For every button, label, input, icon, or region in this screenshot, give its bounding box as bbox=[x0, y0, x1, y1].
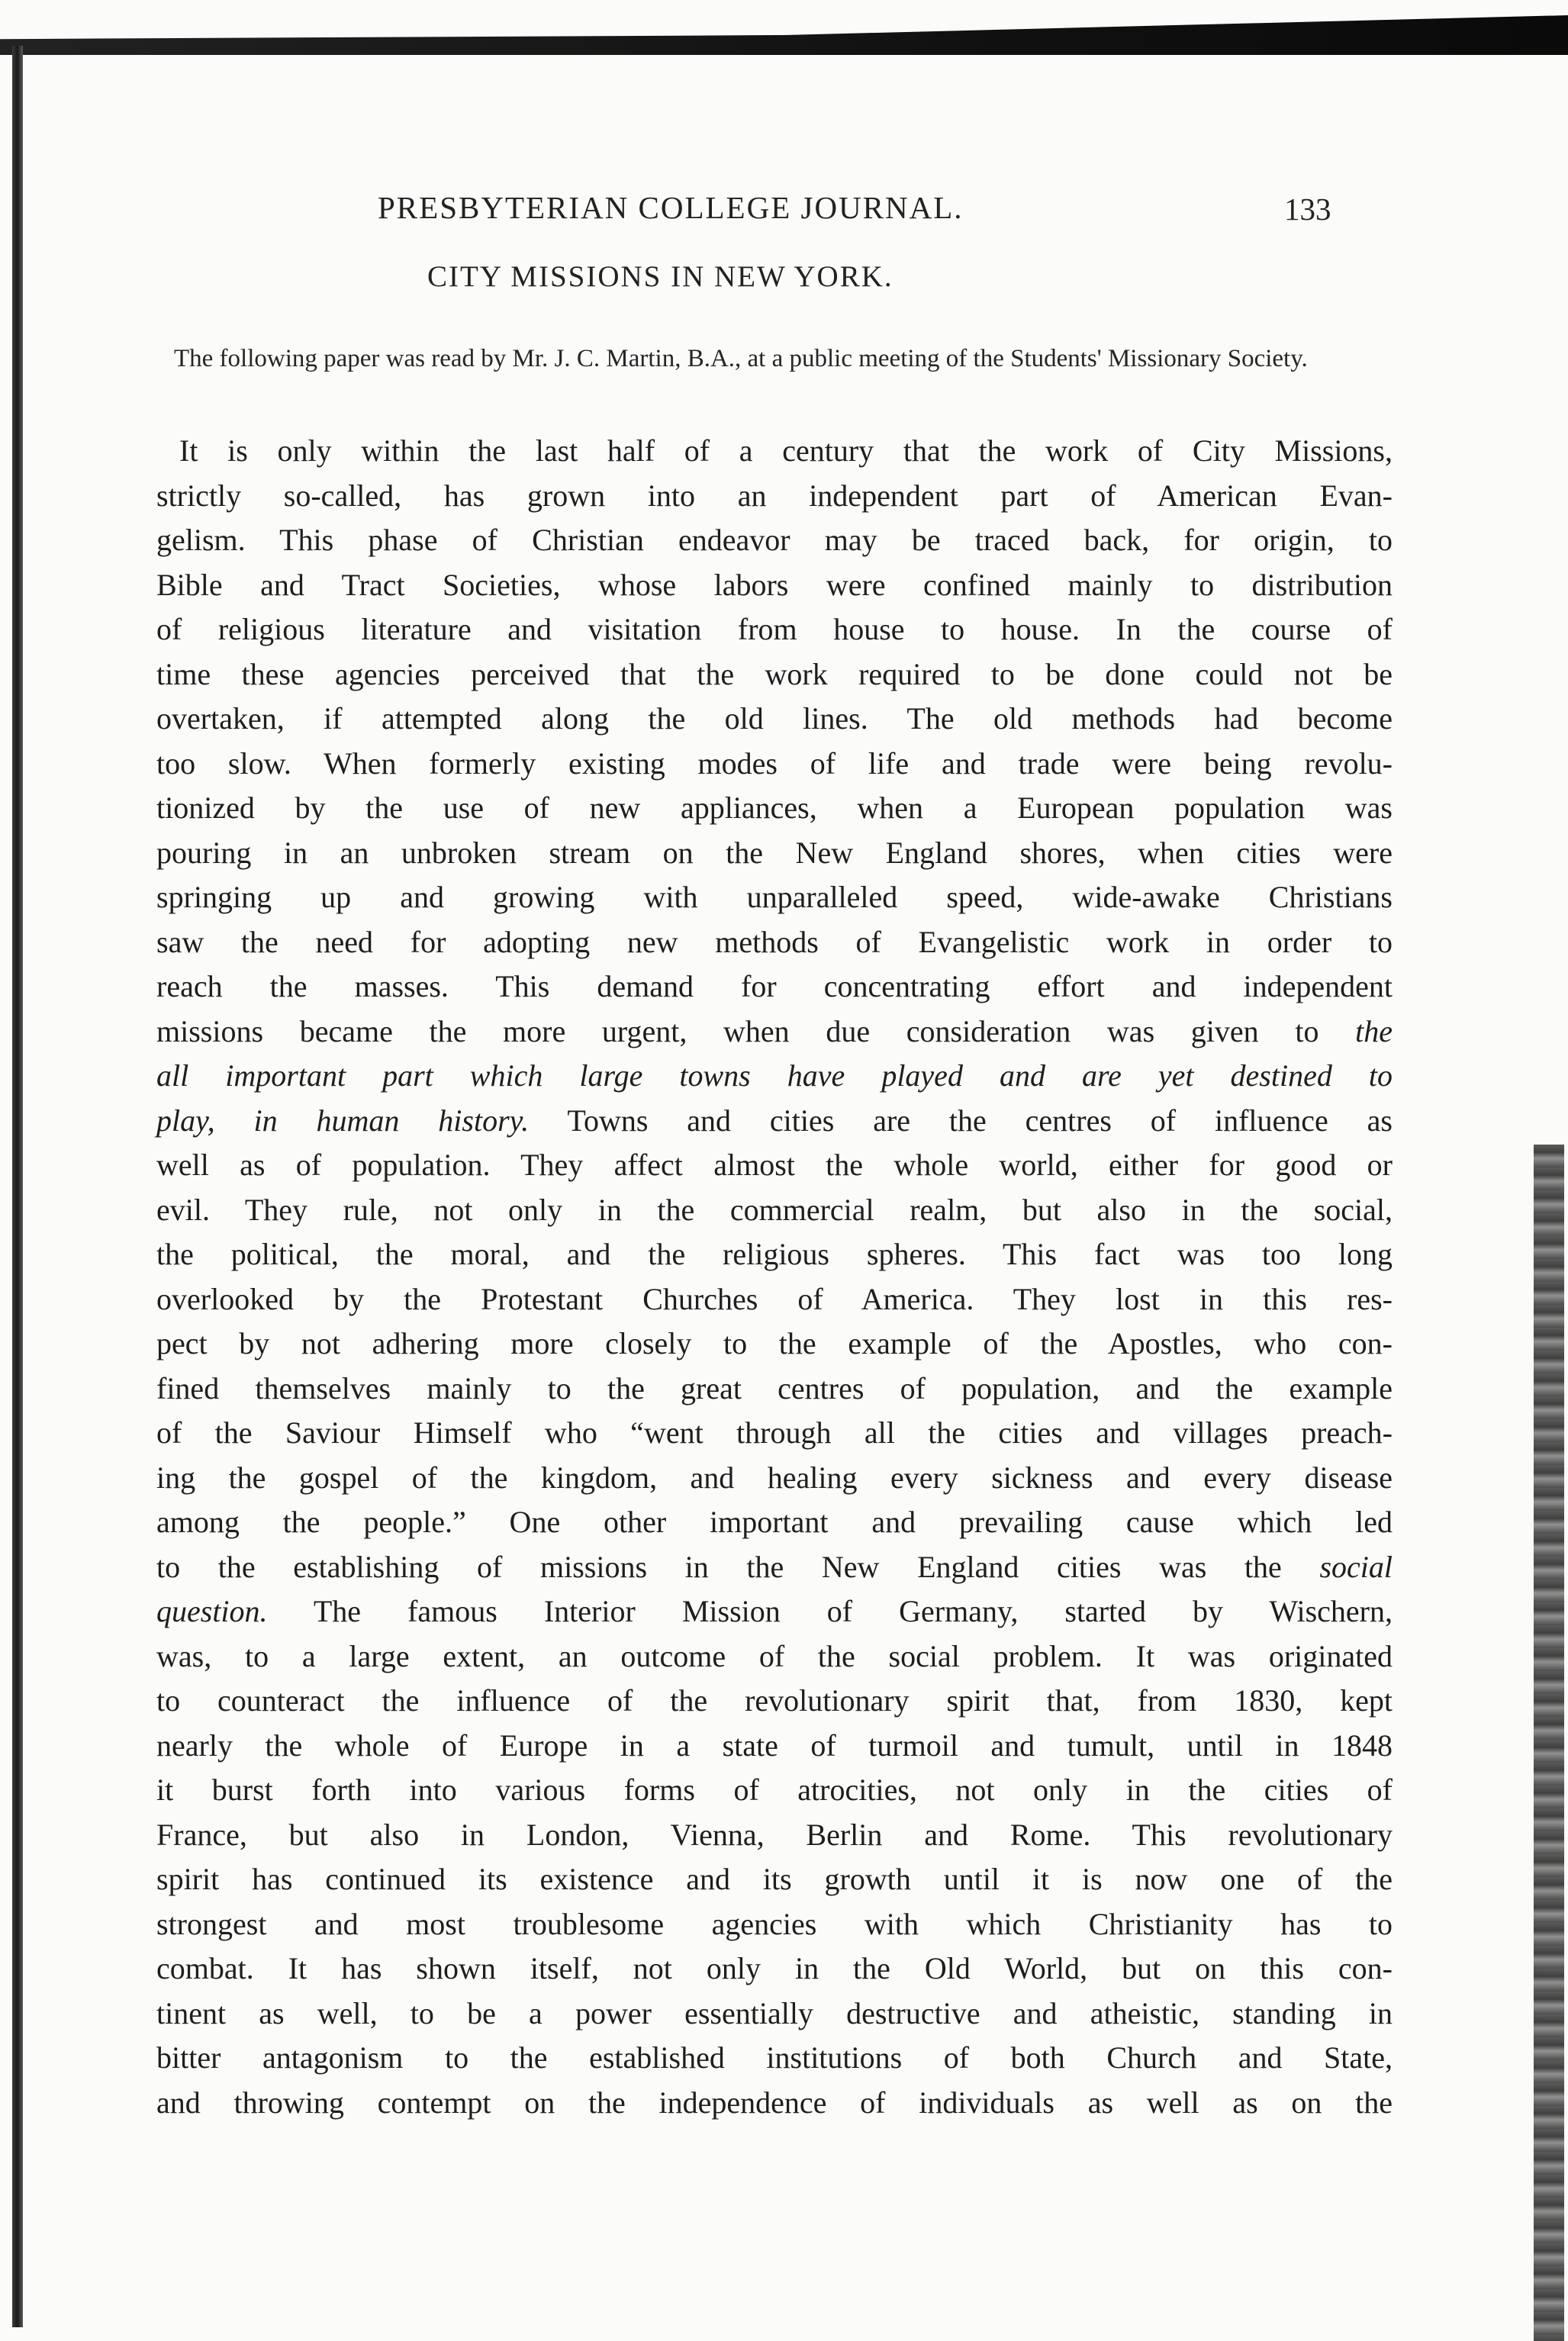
italic-fragment: social bbox=[1319, 1549, 1393, 1584]
page-number: 133 bbox=[1284, 192, 1331, 227]
body-line: It is only within the last half of a century that the work of City Missions, bbox=[179, 433, 1393, 468]
body-line: saw the need for adopting new methods of Evangelistic work in order to bbox=[156, 924, 1393, 959]
body-line-mixed bbox=[156, 1009, 1393, 1055]
body-line-text: The famous Interior Mission of Germany, started by Wischern, bbox=[267, 1594, 1393, 1628]
body-line: pect by not adhering more closely to the example of the Apostles, who con- bbox=[156, 1326, 1393, 1360]
running-head: PRESBYTERIAN COLLEGE JOURNAL. bbox=[378, 190, 964, 225]
body-line: bitter antagonism to the established institutions of both Church and State, bbox=[156, 2040, 1393, 2075]
body-line: the political, the moral, and the religious spheres. This fact was too long bbox=[156, 1237, 1393, 1271]
body-line: tinent as well, to be a power essentially destructive and atheistic, standing in bbox=[156, 1995, 1393, 2030]
body-line-mixed bbox=[156, 1545, 1393, 1590]
body-line: time these agencies perceived that the work required to be done could not be bbox=[156, 656, 1393, 691]
italic-fragment: the bbox=[1355, 1013, 1393, 1048]
body-line: and throwing contempt on the independence of individuals as well as on the bbox=[156, 2085, 1393, 2120]
body-line: spirit has continued its existence and its growth until it is now one of the bbox=[156, 1862, 1393, 1896]
italic-fragment: question. bbox=[156, 1594, 268, 1628]
body-line-text: missions became the more urgent, when due consideration was given to bbox=[156, 1013, 1356, 1048]
body-line-mixed bbox=[156, 1099, 1393, 1144]
body-line: ing the gospel of the kingdom, and healing every sickness and every disease bbox=[156, 1460, 1393, 1495]
body-line: strictly so-called, has grown into an independent part of American Evan- bbox=[156, 478, 1393, 513]
body-line: tionized by the use of new appliances, when a European population was bbox=[156, 791, 1393, 825]
body-line: was, to a large extent, an outcome of the social problem. It was originated bbox=[156, 1638, 1393, 1673]
body-line: strongest and most troublesome agencies with which Christianity has to bbox=[156, 1906, 1393, 1941]
body-line-text: Towns and cities are the centres of influence as bbox=[529, 1103, 1393, 1138]
article-title: CITY MISSIONS IN NEW YORK. bbox=[427, 260, 893, 293]
italic-fragment: play, in human history. bbox=[156, 1103, 530, 1138]
body-line: Bible and Tract Societies, whose labors were confined mainly to distribution bbox=[156, 567, 1393, 602]
body-line: of the Saviour Himself who “went through all the cities and villages preach- bbox=[156, 1415, 1393, 1450]
body-line: to counteract the influence of the revolutionary spirit that, from 1830, kept bbox=[156, 1683, 1393, 1718]
body-line: reach the masses. This demand for concentrating effort and independent bbox=[156, 969, 1393, 1003]
body-line: combat. It has shown itself, not only in the Old World, but on this con- bbox=[156, 1951, 1393, 1985]
body-line-text: to the establishing of missions in the New England cities was the bbox=[156, 1549, 1320, 1584]
body-line: France, but also in London, Vienna, Berlin and Rome. This revolutionary bbox=[156, 1817, 1393, 1852]
body-line-italic bbox=[156, 1054, 1393, 1099]
body-line: of religious literature and visitation from house to house. In the course of bbox=[156, 612, 1393, 646]
body-line: evil. They rule, not only in the commercial realm, but also in the social, bbox=[156, 1192, 1393, 1227]
body-line: fined themselves mainly to the great centres of population, and the example bbox=[156, 1370, 1393, 1406]
body-line: among the people.” One other important and prevailing cause which led bbox=[156, 1505, 1393, 1539]
body-line: springing up and growing with unparalleled speed, wide-awake Christians bbox=[156, 880, 1393, 914]
right-page-edge bbox=[1534, 1145, 1564, 2341]
body-line: nearly the whole of Europe in a state of turmoil and tumult, until in 1848 bbox=[156, 1728, 1393, 1763]
italic-fragment: all important part which large towns have played and are yet destined to bbox=[156, 1058, 1393, 1093]
top-border-rule bbox=[0, 15, 1568, 55]
body-line: too slow. When formerly existing modes of life and trade were being revolu- bbox=[156, 745, 1393, 781]
intro-note: The following paper was read by Mr. J. C. Martin, B.A., at a public meeting of the Students' Missionary Society. bbox=[174, 345, 1308, 372]
body-line: overtaken, if attempted along the old lines. The old methods had become bbox=[156, 701, 1393, 736]
body-line: it burst forth into various forms of atrocities, not only in the cities of bbox=[156, 1773, 1393, 1807]
body-line: pouring in an unbroken stream on the New England shores, when cities were bbox=[156, 835, 1393, 870]
body-line-mixed bbox=[156, 1589, 1393, 1634]
article-body bbox=[156, 429, 1393, 2125]
body-line: well as of population. They affect almost the whole world, either for good or bbox=[156, 1148, 1393, 1182]
body-line: gelism. This phase of Christian endeavor may be traced back, for origin, to bbox=[156, 523, 1393, 557]
body-line: overlooked by the Protestant Churches of America. They lost in this res- bbox=[156, 1281, 1393, 1316]
left-border-rule bbox=[12, 46, 23, 2327]
